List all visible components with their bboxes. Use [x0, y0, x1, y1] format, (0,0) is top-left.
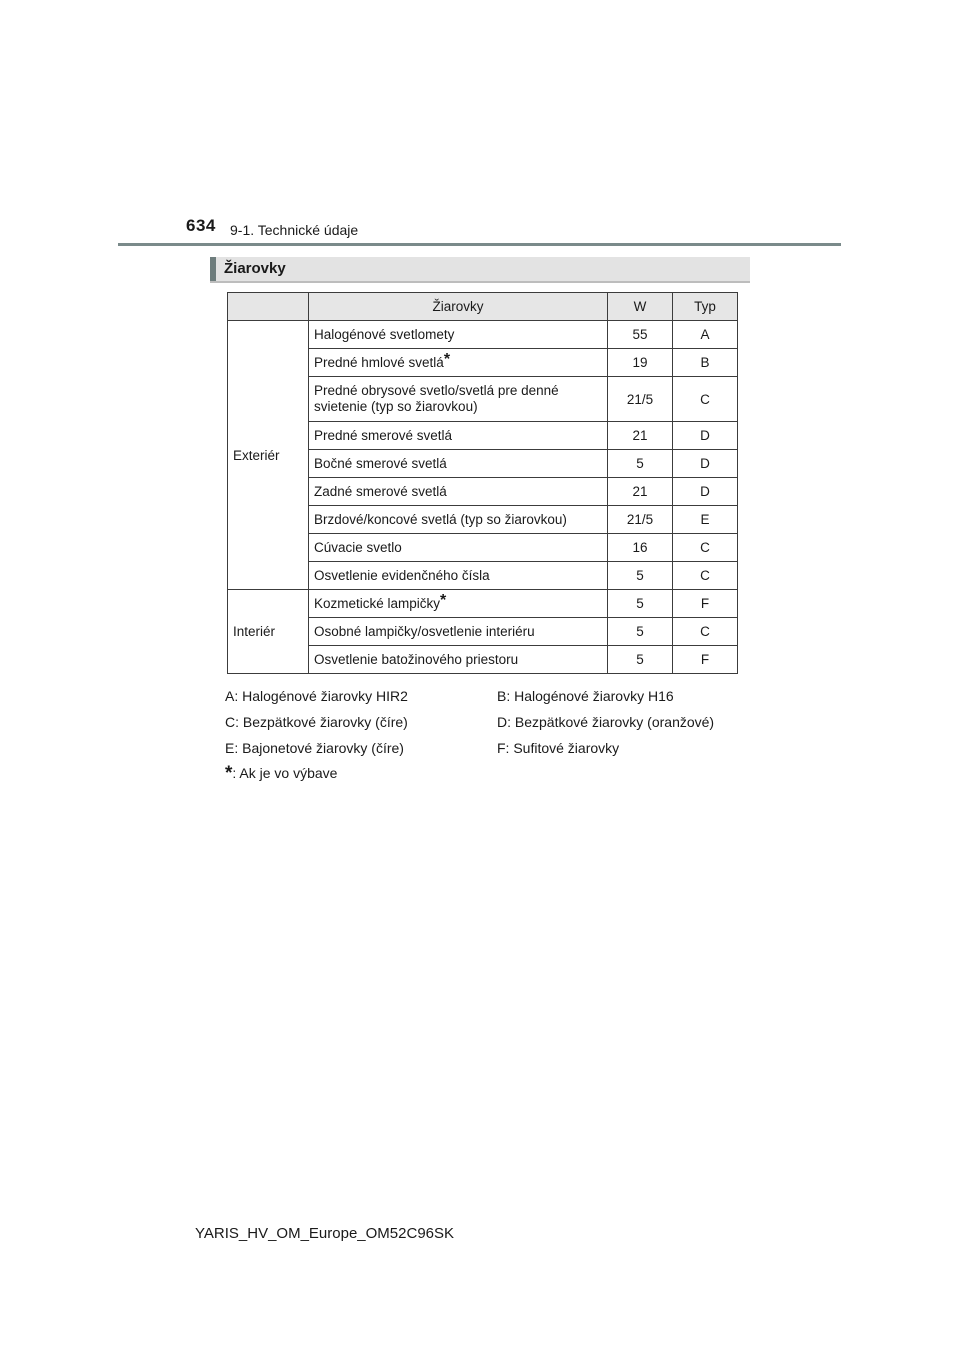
bulb-name-cell [309, 506, 608, 534]
bulb-name: Bočné smerové svetlá [314, 455, 447, 471]
wattage-cell: 21 [608, 478, 673, 506]
bulb-name-cell [309, 422, 608, 450]
bulb-name: Predné smerové svetlá [314, 427, 453, 443]
section-bar [210, 257, 750, 283]
type-cell: F [673, 590, 738, 618]
footnote-marker: * [440, 591, 447, 609]
bulb-name: Halogénové svetlomety [314, 326, 455, 342]
table-row [228, 590, 738, 618]
legend-item: A: Halogénové žiarovky HIR2 [225, 688, 408, 704]
wattage-cell: 5 [608, 646, 673, 674]
bulb-name-cell [309, 534, 608, 562]
bulb-name-cell [309, 590, 608, 618]
table-body [228, 321, 738, 674]
wattage-cell: 21/5 [608, 377, 673, 422]
bulb-name: Osvetlenie batožinového priestoru [314, 651, 519, 667]
wattage-cell: 21/5 [608, 506, 673, 534]
bulb-name: Predné obrysové svetlo/svetlá pre denné svietenie (typ so žiarovkou) [314, 383, 559, 414]
type-cell: C [673, 377, 738, 422]
wattage-cell: 5 [608, 562, 673, 590]
bulb-name: Osobné lampičky/osvetlenie interiéru [314, 623, 535, 639]
legend-item: F: Sufitové žiarovky [497, 740, 620, 756]
type-cell: C [673, 534, 738, 562]
footnote-marker: * [225, 763, 233, 784]
wattage-cell: 21 [608, 422, 673, 450]
type-cell: E [673, 506, 738, 534]
legend-item: D: Bezpätkové žiarovky (oranžové) [497, 714, 715, 730]
type-cell: C [673, 618, 738, 646]
bulb-name: Zadné smerové svetlá [314, 483, 447, 499]
legend-item: C: Bezpätkové žiarovky (číre) [225, 714, 408, 730]
header-watts: W [608, 293, 673, 321]
bulb-name: Brzdové/koncové svetlá (typ so žiarovkou) [314, 511, 567, 527]
header-group [228, 293, 309, 321]
bulb-name-cell [309, 618, 608, 646]
type-cell: D [673, 478, 738, 506]
type-cell: C [673, 562, 738, 590]
header-type: Typ [673, 293, 738, 321]
document-code: YARIS_HV_OM_Europe_OM52C96SK [195, 1225, 455, 1242]
legend-item: B: Halogénové žiarovky H16 [497, 688, 674, 704]
bulb-name-cell [309, 377, 608, 422]
wattage-cell: 5 [608, 450, 673, 478]
bulb-table [227, 292, 738, 674]
section-accent [210, 257, 216, 281]
bulb-name: Osvetlenie evidenčného čísla [314, 567, 490, 583]
bulb-name: Kozmetické lampičky [314, 595, 441, 611]
wattage-cell: 16 [608, 534, 673, 562]
table-header-row [228, 293, 738, 321]
type-cell: D [673, 422, 738, 450]
type-cell: A [673, 321, 738, 349]
wattage-cell: 5 [608, 590, 673, 618]
footnote-marker: * [443, 350, 451, 368]
legend-item: E: Bajonetové žiarovky (číre) [225, 740, 404, 756]
section-title: Žiarovky [224, 260, 286, 277]
type-legend [225, 688, 765, 758]
type-cell: D [673, 450, 738, 478]
wattage-cell: 5 [608, 618, 673, 646]
header-bulbs: Žiarovky [309, 293, 608, 321]
bulb-name-cell [309, 646, 608, 674]
bulb-name-cell [309, 349, 608, 377]
wattage-cell: 19 [608, 349, 673, 377]
chapter-title: 9-1. Technické údaje [230, 222, 359, 238]
type-cell: F [673, 646, 738, 674]
group-cell: Exteriér [228, 321, 309, 590]
bulb-name-cell [309, 321, 608, 349]
footnote-text: : Ak je vo výbave [232, 765, 338, 781]
type-cell: B [673, 349, 738, 377]
bulb-name-cell [309, 450, 608, 478]
group-cell: Interiér [228, 590, 309, 674]
bulb-name-cell [309, 562, 608, 590]
table-row [228, 321, 738, 349]
bulb-name-cell [309, 478, 608, 506]
wattage-cell: 55 [608, 321, 673, 349]
bulb-name: Predné hmlové svetlá [314, 354, 444, 370]
footnote [225, 763, 337, 785]
page-number: 634 [186, 216, 216, 235]
bulb-name: Cúvacie svetlo [314, 539, 402, 555]
header-rule [118, 243, 841, 246]
